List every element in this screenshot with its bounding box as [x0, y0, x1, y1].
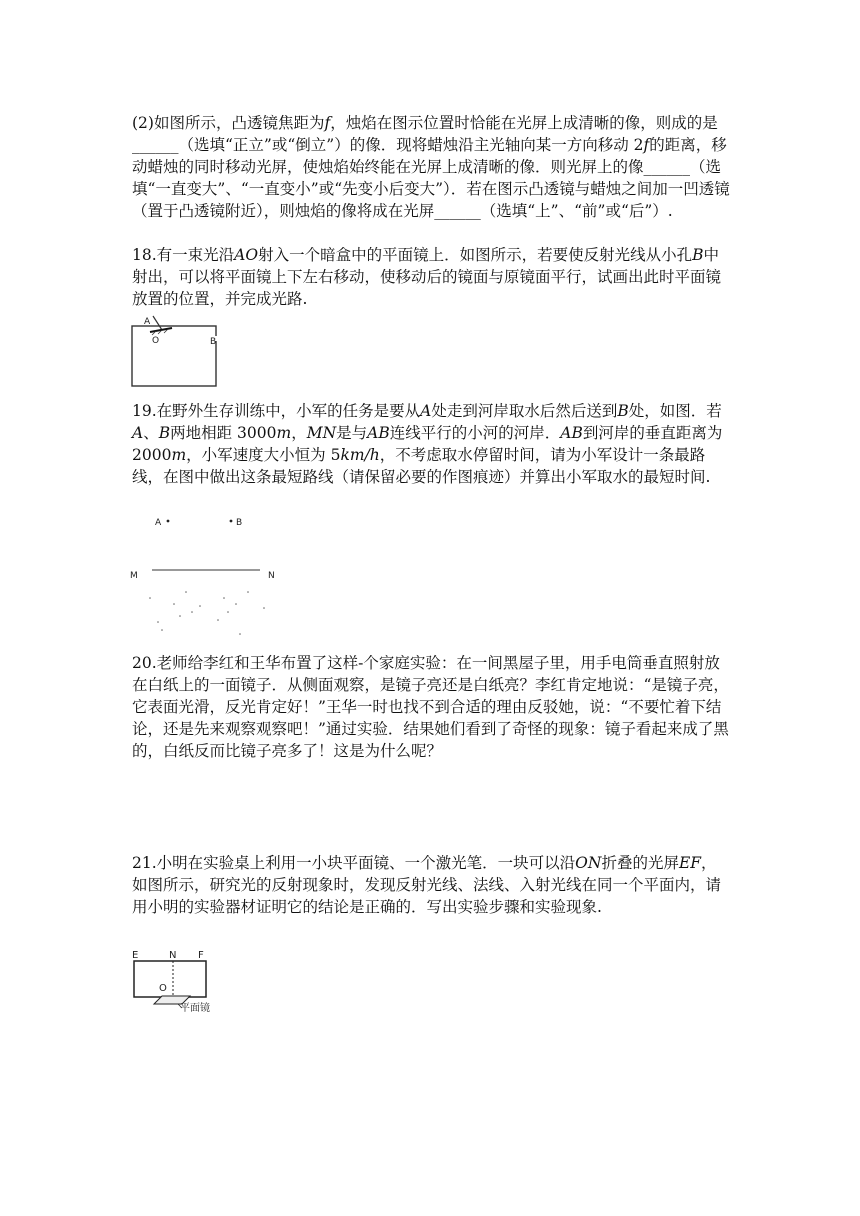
fig21-label-e: E	[132, 950, 139, 961]
q19-text-e: 两地相距 3000	[170, 424, 277, 442]
q18-var-b: B	[692, 246, 704, 264]
fig21-label-f: F	[198, 950, 204, 961]
q17-text-a: (2)如图所示，凸透镜焦距为	[132, 114, 325, 132]
light-screen-ef	[134, 961, 206, 997]
q19-text-k: ，不考虑取水停留时间，请为小军设计一条最路线，在图中做出这条最短路线（请保留必要的作图痕迹）并算出小军取水的最短时间.	[132, 446, 711, 486]
question-18	[132, 244, 732, 310]
q17-text-c: 的距离，移动蜡烛的同时移动光屏，使烛焰始终能在光屏上成清晰的像．则光屏上的像______（选填“一直变大”、“一直变小”或“先变小后变大”）．若在图示凸透镜与蜡烛之间加一凹透镜（置于凸透镜附近），则烛焰的像将成在光屏______（选填“上”、“前”或“后”）.	[132, 136, 730, 220]
q18-text-c: 中射出，可以将平面镜上下左右移动，使移动后的镜面与原镜面平行，试画出此时平面镜放置的位置，并完成光路.	[132, 246, 722, 308]
q21-text-b: 折叠的光屏	[601, 854, 679, 872]
fig19-label-b: B	[236, 518, 243, 528]
q21-var-on: ON	[575, 854, 602, 872]
fig19-label-n: N	[268, 571, 275, 581]
q19-text-i: 到河岸的垂直距离为 2000	[132, 424, 723, 464]
fig18-label-a: A	[144, 317, 151, 327]
q21-text-c: ，如图所示，研究光的反射现象时，发现反射光线、法线、入射光线在同一个平面内，请用小明的实验器材证明它的结论是正确的．写出实验步骤和实验现象.	[132, 854, 722, 916]
incident-ray-ao	[153, 316, 162, 330]
fig18-label-b: B	[210, 337, 217, 347]
dark-box-outline	[132, 326, 216, 386]
q17-var-f2: f	[643, 136, 650, 154]
q19-text-a: 19.在野外生存训练中，小军的任务是要从	[132, 402, 421, 420]
fig19-label-a: A	[155, 518, 162, 528]
q18-text-b: 射入一个暗盒中的平面镜上．如图所示，若要使反射光线从小孔	[258, 246, 693, 264]
point-b	[230, 520, 233, 523]
q19-var-m2: m	[171, 446, 187, 464]
q19-text-f: ，	[291, 424, 307, 442]
q19-var-ab2: AB	[560, 424, 583, 442]
q18-var-ao: AO	[234, 246, 259, 264]
question-17-part-2	[132, 112, 732, 222]
figure-river-bank	[128, 512, 288, 642]
q19-var-ab: AB	[367, 424, 390, 442]
q17-var-f: f	[324, 114, 331, 132]
q21-var-ef: EF	[678, 854, 702, 872]
q19-var-a2: A	[132, 424, 144, 442]
fig21-label-n: N	[169, 950, 177, 961]
question-21	[132, 852, 732, 918]
question-20	[132, 652, 732, 762]
fig18-label-o: O	[152, 336, 160, 346]
fig19-label-m: M	[130, 571, 138, 581]
q19-text-c: 处，如图．若	[628, 402, 722, 420]
fig21-label-o: O	[159, 983, 167, 994]
point-a	[167, 520, 170, 523]
q19-var-kmh: km/h	[340, 446, 380, 464]
q19-text-b: 处走到河岸取水后然后送到	[431, 402, 618, 420]
figure-dark-box-mirror	[128, 316, 224, 390]
figure-folding-screen	[128, 946, 228, 1012]
q19-text-h: 连线平行的小河的河岸．	[389, 424, 561, 442]
q19-var-a: A	[420, 402, 432, 420]
q18-text-a: 18.有一束光沿	[132, 246, 235, 264]
q19-var-mn: MN	[306, 424, 337, 442]
q19-text-j: ，小军速度大小恒为 5	[186, 446, 341, 464]
q19-var-b: B	[617, 402, 629, 420]
question-19	[132, 400, 732, 488]
q20-text: 20.老师给李红和王华布置了这样-个家庭实验：在一间黑屋子里，用手电筒垂直照射放在白纸上的一面镜子．从侧面观察，是镜子亮还是白纸亮？李红肯定地说：“是镜子亮，它表面光滑，反光肯定好！”王华一时也找不到合适的理由反驳她，说：“不要忙着下结论，还是先来观察观察吧！”通过实验．结果她们看到了奇怪的现象：镜子看起来成了黑的，白纸反而比镜子亮多了！这是为什么呢？	[132, 654, 729, 760]
fig21-label-mirror: 平面镜	[180, 1003, 210, 1014]
q21-text-a: 21.小明在实验桌上利用一小块平面镜、一个激光笔．一块可以沿	[132, 854, 576, 872]
q19-text-g: 是与	[336, 424, 368, 442]
q17-text-b: ，烛焰在图示位置时恰能在光屏上成清晰的像，则成的是______（选填“正立”或“倒立”）的像．现将蜡烛沿主光轴向某一方向移动 2	[132, 114, 718, 154]
river-dots	[149, 591, 265, 635]
q19-var-b2: B	[158, 424, 171, 442]
q19-var-m1: m	[276, 424, 292, 442]
q19-text-d: 、	[143, 424, 159, 442]
